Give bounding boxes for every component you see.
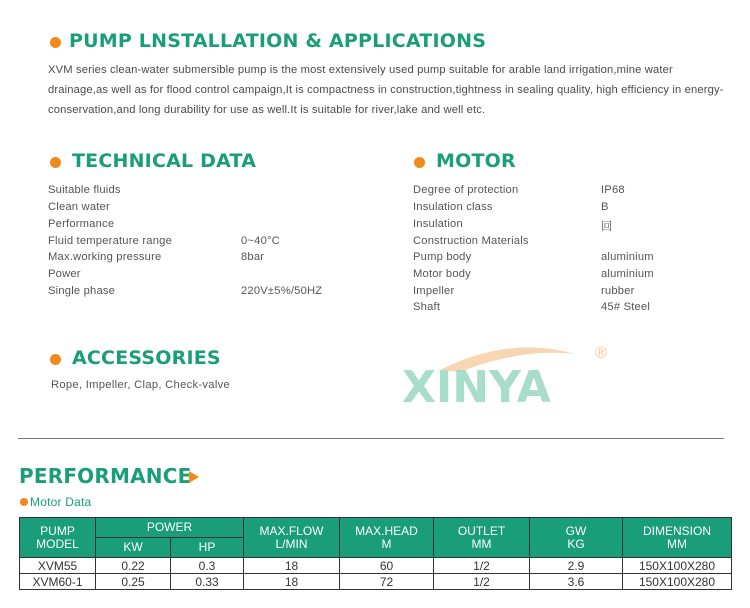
accessories-body: Rope, Impeller, Clap, Check-valve — [51, 379, 231, 391]
triangle-right-icon — [189, 471, 199, 483]
section-bullet-icon — [50, 37, 61, 48]
tech-label: Max.working pressure — [48, 251, 162, 263]
header-text: KG — [567, 536, 585, 551]
motor-value: 回 — [601, 221, 613, 233]
header-text: MAX.FLOW — [259, 523, 324, 538]
cell-outlet: 1/2 — [434, 558, 530, 574]
header-max-head — [340, 518, 434, 558]
header-hp: HP — [171, 538, 244, 558]
header-outlet — [434, 518, 530, 558]
motor-label: Impeller — [413, 285, 455, 297]
motor-label: Motor body — [413, 268, 471, 280]
cell-dimension: 150X100X280 — [623, 574, 732, 590]
motor-label: Insulation class — [413, 201, 493, 213]
motor-value: aluminium — [601, 268, 654, 280]
section-bullet-icon — [50, 354, 61, 365]
registered-mark: ® — [593, 343, 609, 362]
header-text: PUMP — [40, 523, 75, 538]
motor-value: rubber — [601, 285, 635, 297]
header-text: OUTLET — [457, 523, 506, 538]
tech-label: Fluid temperature range — [48, 235, 172, 247]
cell-kw: 0.22 — [96, 558, 171, 574]
motor-label: Degree of protection — [413, 184, 519, 196]
cell-hp: 0.33 — [171, 574, 244, 590]
cell-head: 72 — [340, 574, 434, 590]
header-text: MODEL — [36, 536, 79, 551]
motor-value: B — [601, 201, 609, 213]
technical-title: TECHNICAL DATA — [72, 150, 257, 172]
cell-dimension: 150X100X280 — [623, 558, 732, 574]
installation-title: PUMP LNSTALLATION & APPLICATIONS — [69, 30, 487, 52]
tech-label: Power — [48, 268, 81, 280]
divider — [18, 438, 724, 439]
header-text: M — [381, 536, 392, 551]
cell-gw: 3.6 — [530, 574, 623, 590]
cell-flow: 18 — [244, 574, 340, 590]
header-max-flow — [244, 518, 340, 558]
xinya-logo — [400, 340, 620, 410]
cell-model: XVM55 — [20, 558, 96, 574]
cell-hp: 0.3 — [171, 558, 244, 574]
table-row — [20, 558, 732, 574]
header-dimension — [623, 518, 732, 558]
motor-label: Insulation — [413, 218, 463, 230]
motor-label: Pump body — [413, 251, 472, 263]
cell-kw: 0.25 — [96, 574, 171, 590]
cell-gw: 2.9 — [530, 558, 623, 574]
motor-title: MOTOR — [436, 150, 516, 172]
cell-head: 60 — [340, 558, 434, 574]
header-kw: KW — [96, 538, 171, 558]
header-text: MM — [471, 536, 492, 551]
cell-model: XVM60-1 — [20, 574, 96, 590]
bullet-icon — [20, 498, 28, 506]
cell-outlet: 1/2 — [434, 574, 530, 590]
cell-flow: 18 — [244, 558, 340, 574]
tech-value: 0~40°C — [241, 235, 280, 247]
tech-value: 8bar — [241, 251, 265, 263]
header-text: DIMENSION — [642, 523, 711, 538]
performance-title: PERFORMANCE — [19, 464, 192, 488]
accessories-title: ACCESSORIES — [72, 347, 221, 369]
motor-value: aluminium — [601, 251, 654, 263]
logo-text: XINYA — [402, 362, 551, 410]
motor-label: Construction Materials — [413, 235, 529, 247]
section-bullet-icon — [50, 157, 61, 168]
header-gw — [530, 518, 623, 558]
header-text: GW — [565, 523, 587, 538]
header-text: L/MIN — [275, 536, 308, 551]
motor-value: IP68 — [601, 184, 625, 196]
header-power: POWER — [96, 518, 244, 538]
tech-value: 220V±5%/50HZ — [241, 285, 323, 297]
motor-value: 45# Steel — [601, 301, 651, 313]
performance-table — [19, 517, 732, 590]
tech-label: Performance — [48, 218, 115, 230]
header-pump-model — [20, 518, 96, 558]
table-row — [20, 574, 732, 590]
header-text: MAX.HEAD — [355, 523, 418, 538]
performance-subtitle: Motor Data — [30, 495, 92, 509]
installation-body: XVM series clean-water submersible pump is the most extensively used pump suitable for arable land irrigation,mine water drainage,as well as for flood control campaign,It is compactness in construction,tightness in sealing quality, high efficiency in energy-conservation,and long durability for use as well.It is suitable for river,lake and well etc. — [48, 64, 724, 116]
tech-label: Suitable fluids — [48, 184, 121, 196]
motor-label: Shaft — [413, 301, 441, 313]
section-bullet-icon — [414, 157, 425, 168]
header-text: MM — [667, 536, 687, 551]
tech-label: Single phase — [48, 285, 116, 297]
tech-label: Clean water — [48, 201, 110, 213]
